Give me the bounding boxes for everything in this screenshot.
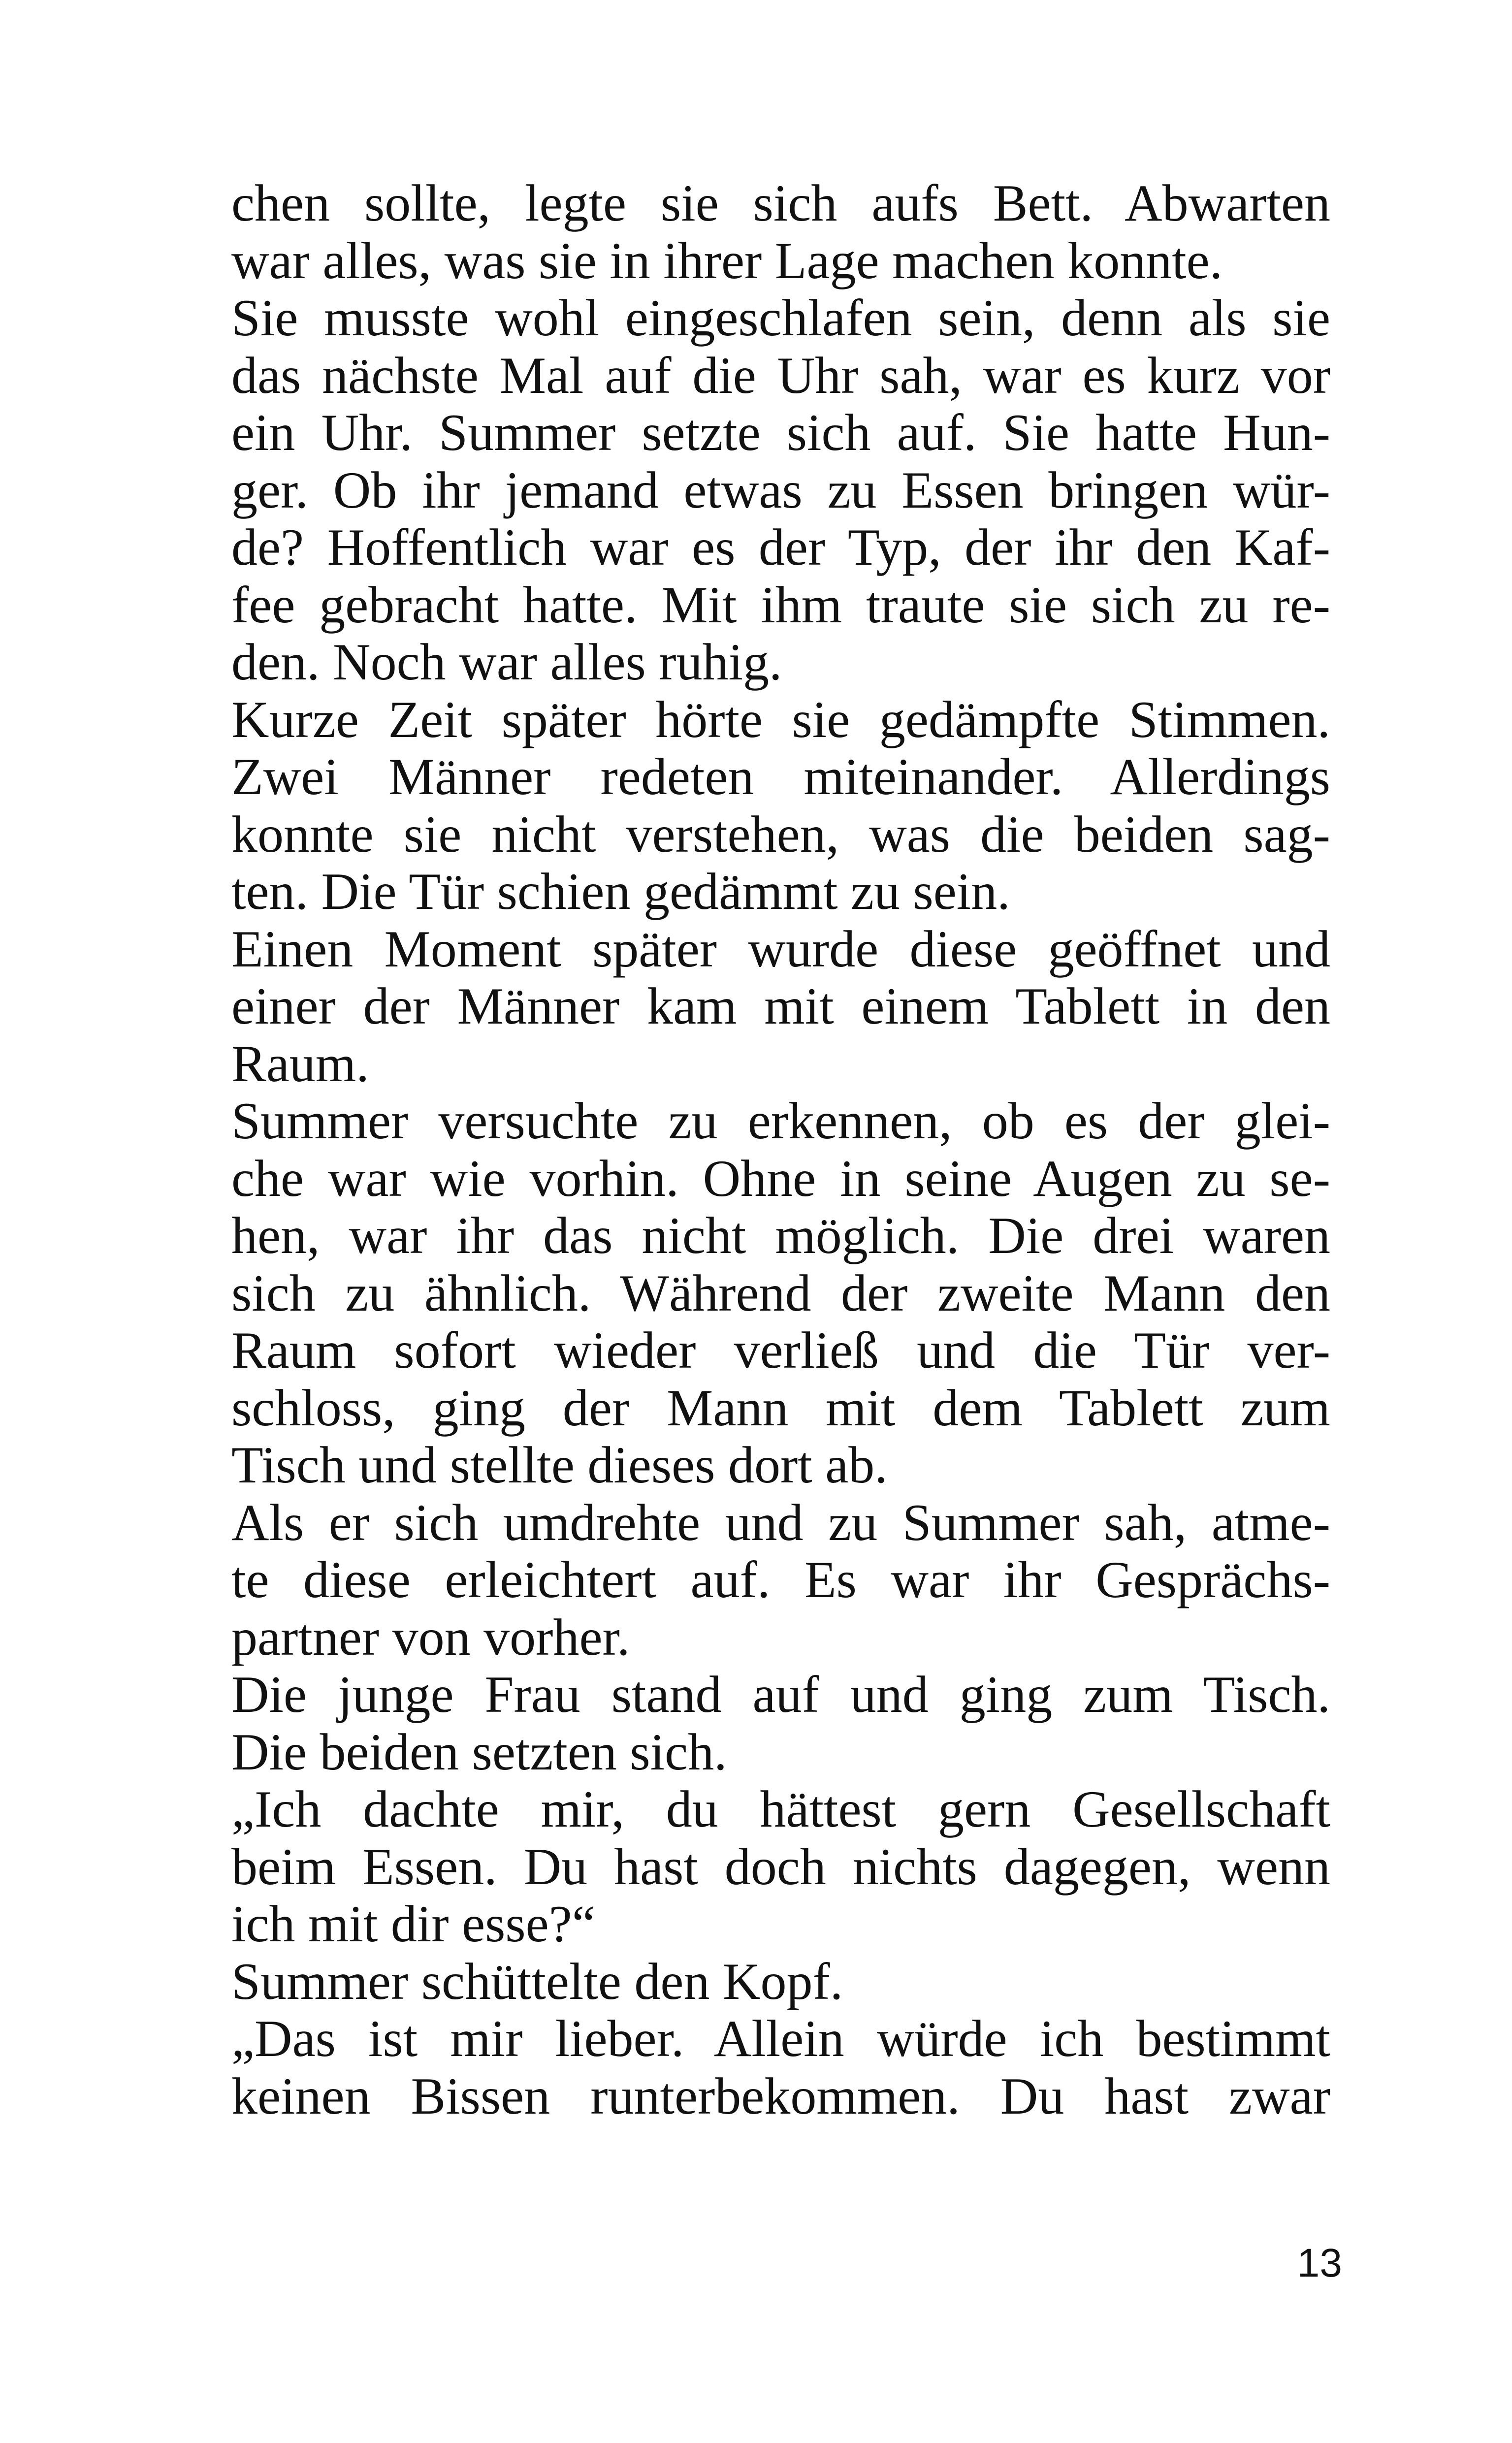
text-line: beim Essen. Du hast doch nichts dagegen, wenn xyxy=(231,1837,1330,1896)
text-line: partner von vorher. xyxy=(231,1608,630,1666)
text-line: Einen Moment später wurde diese geöffnet und xyxy=(231,920,1330,978)
text-line: Sie musste wohl eingeschlafen sein, denn als sie xyxy=(231,289,1330,347)
text-line: hen, war ihr das nicht möglich. Die drei waren xyxy=(231,1207,1330,1264)
text-line: sich zu ähnlich. Während der zweite Mann den xyxy=(231,1264,1330,1322)
text-line: ein Uhr. Summer setzte sich auf. Sie hatte Hun- xyxy=(231,404,1330,461)
text-line: ger. Ob ihr jemand etwas zu Essen bringen wür- xyxy=(231,461,1330,519)
text-line: „Das ist mir lieber. Allein würde ich bestimmt xyxy=(231,2010,1330,2067)
text-line: ten. Die Tür schien gedämmt zu sein. xyxy=(231,863,1010,920)
body-text xyxy=(231,175,1330,2125)
text-line: fee gebracht hatte. Mit ihm traute sie sich zu re- xyxy=(231,576,1330,634)
text-line: Raum. xyxy=(231,1034,369,1093)
text-line: einer der Männer kam mit einem Tablett in den xyxy=(231,977,1330,1035)
text-line: das nächste Mal auf die Uhr sah, war es kurz vor xyxy=(231,346,1330,404)
text-line: Die beiden setzten sich. xyxy=(231,1723,727,1781)
page-number: 13 xyxy=(1297,2241,1342,2285)
text-line: schloss, ging der Mann mit dem Tablett zum xyxy=(231,1379,1330,1437)
text-line: keinen Bissen runterbekommen. Du hast zwar xyxy=(231,2067,1330,2125)
text-line: Summer schüttelte den Kopf. xyxy=(231,1952,843,2010)
text-line: konnte sie nicht verstehen, was die beiden sag- xyxy=(231,805,1330,863)
text-line: Raum sofort wieder verließ und die Tür ver- xyxy=(231,1321,1330,1379)
text-line: Zwei Männer redeten miteinander. Allerdings xyxy=(231,748,1330,805)
text-line: Kurze Zeit später hörte sie gedämpfte Stimmen. xyxy=(231,690,1330,748)
text-line: che war wie vorhin. Ohne in seine Augen zu se- xyxy=(231,1149,1330,1207)
text-line: Die junge Frau stand auf und ging zum Tisch. xyxy=(231,1666,1330,1723)
text-line: „Ich dachte mir, du hättest gern Gesellschaft xyxy=(231,1780,1330,1838)
text-line: de? Hoffentlich war es der Typ, der ihr den Kaf- xyxy=(231,518,1330,576)
text-line: Als er sich umdrehte und zu Summer sah, atme- xyxy=(231,1493,1330,1551)
text-line: te diese erleichtert auf. Es war ihr Gesprächs- xyxy=(231,1551,1330,1608)
text-line: war alles, was sie in ihrer Lage machen konnte. xyxy=(231,231,1223,289)
text-line: Tisch und stellte dieses dort ab. xyxy=(231,1436,888,1494)
text-line: Summer versuchte zu erkennen, ob es der glei- xyxy=(231,1092,1330,1150)
text-line: ich mit dir esse?“ xyxy=(231,1895,595,1953)
text-line: chen sollte, legte sie sich aufs Bett. Abwarten xyxy=(231,174,1330,232)
text-line: den. Noch war alles ruhig. xyxy=(231,633,782,691)
